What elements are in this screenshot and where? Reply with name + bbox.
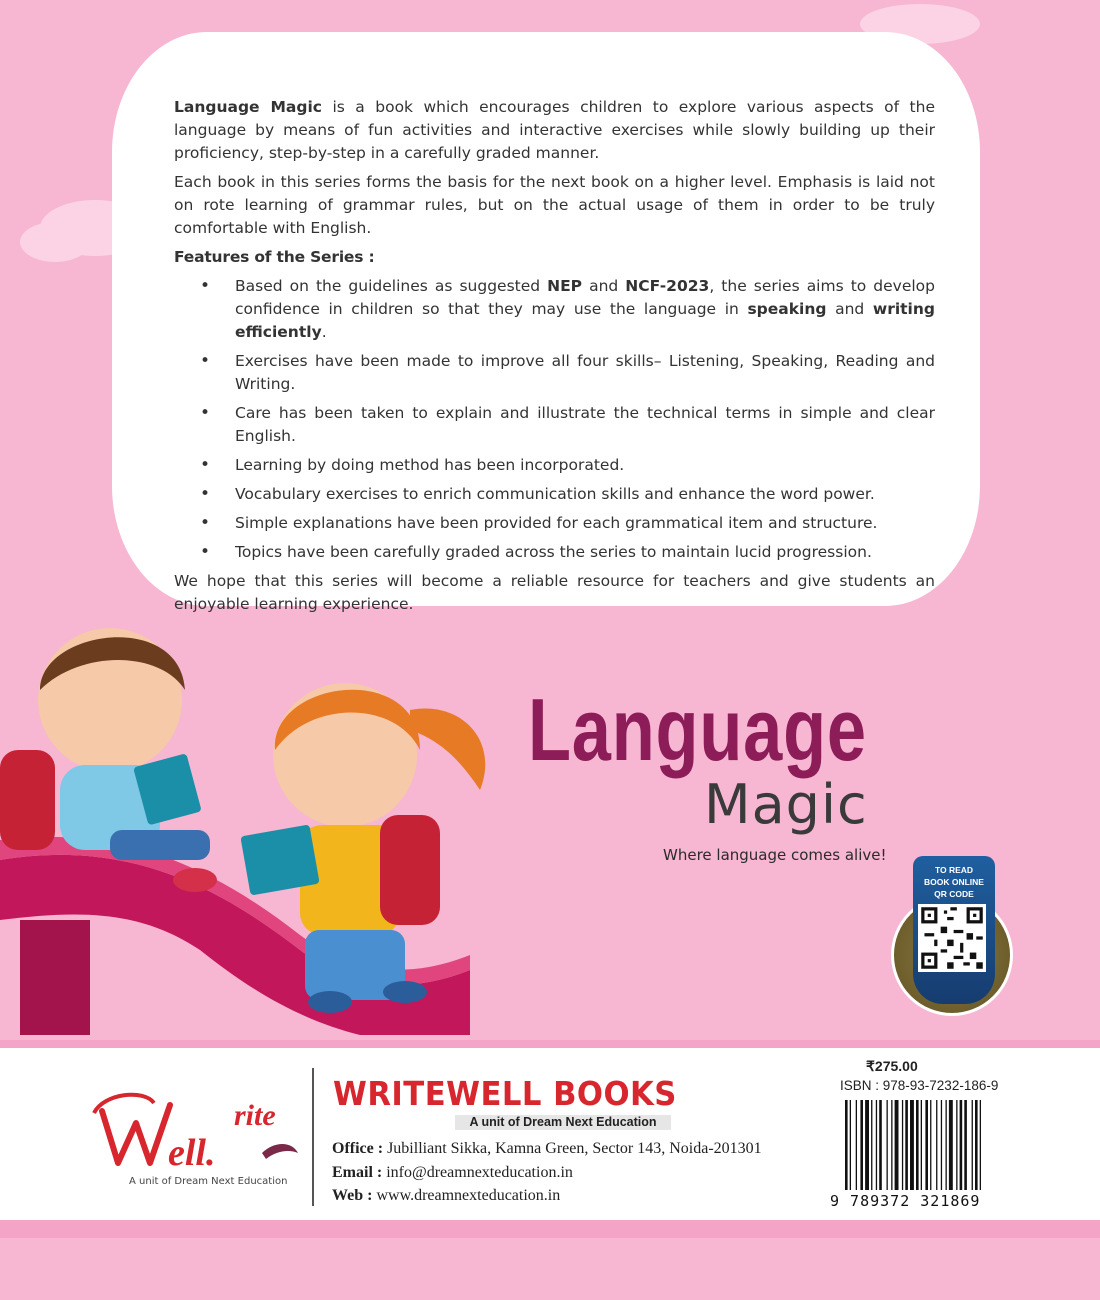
features-heading: Features of the Series : [174,248,375,266]
feature-text: . [321,323,327,341]
logo-text-bottom: ell. [168,1132,216,1174]
feature-bold: speaking [747,300,827,318]
feature-text: , the series aims to develop confidence in children so that they may use the language in [235,277,936,318]
closing-paragraph: We hope that this series will become a reliable resource for teachers and give students an enjoyable learning experience. [174,572,935,613]
web-label: Web : [332,1187,373,1204]
child-one-legs [110,830,210,860]
barcode-bar [850,1100,851,1190]
qr-label [913,864,995,900]
barcode-bar [941,1100,942,1190]
logo-tagline: A unit of Dream Next Education [129,1176,288,1187]
description-text [174,96,935,622]
office-address [332,1140,762,1158]
feature-item: • Simple explanations have been provided for each grammatical item and structure. [174,512,935,535]
barcode-bar [964,1100,967,1190]
child-one-bag [0,750,55,850]
barcode-bar [930,1100,931,1190]
feature-item: • Exercises have been made to improve all four skills– Listening, Speaking, Reading and Writing. [174,350,935,396]
publisher-unit: A unit of Dream Next Education [455,1115,671,1130]
barcode-bar [895,1100,899,1190]
qr-label-line: QR CODE [934,889,974,899]
logo-text-top: rite [234,1099,276,1132]
book-subtitle: Magic [704,773,868,836]
slide-leg [20,920,90,1035]
feature-text: and [582,277,626,295]
email-line [332,1164,573,1182]
office-value: Jubilliant Sikka, Kamna Green, Sector 143, Noida-201301 [383,1140,762,1157]
feature-text: and [826,300,873,318]
qr-label-line: TO READ [934,865,974,875]
web-line [332,1187,560,1205]
child-two-bag [380,815,440,925]
email-label: Email : [332,1164,383,1181]
office-label: Office : [332,1140,384,1157]
feature-item: • Vocabulary exercises to enrich communication skills and enhance the word power. [174,483,935,506]
barcode-bar [910,1100,914,1190]
intro-book-title: Language Magic [174,98,322,116]
barcode-bar [946,1100,947,1190]
feature-item: • Care has been taken to explain and illustrate the technical terms in simple and clear English. [174,402,935,448]
qr-label-line: BOOK ONLINE [924,877,984,887]
feature-item [174,275,935,344]
intro-text: is a book which encourages children to explore various aspects of the language by means of fun activities and interactive exercises while slowly building up their proficiency, step-by-step in a carefully graded manner. [174,98,935,162]
barcode-bar [905,1100,908,1190]
series-paragraph: Each book in this series forms the basis for the next book on a higher level. Emphasis is laid not on rote learning of grammar rules, but on the actual usage of them in order to be truly comfortable with English. [174,173,935,237]
footer-divider [312,1068,314,1206]
barcode-bar [980,1100,981,1190]
feature-bold: NEP [547,277,583,295]
barcode-bar [887,1100,888,1190]
barcode-bar [960,1100,963,1190]
features-list [174,275,935,564]
child-one-shoe [173,868,217,892]
barcode-bar [925,1100,928,1190]
feature-text: Based on the guidelines as suggested [235,277,548,295]
footer-stripe [0,1040,1100,1048]
children-illustration [0,590,520,1040]
barcode-bar [876,1100,877,1190]
web-value[interactable]: www.dreamnexteducation.in [372,1187,561,1204]
barcode-bar [921,1100,922,1190]
barcode-bar [860,1100,863,1190]
barcode-bar [956,1100,957,1190]
footer-bottom-band [0,1238,1100,1300]
barcode-bar [975,1100,978,1190]
email-value[interactable]: info@dreamnexteducation.in [382,1164,573,1181]
barcode-bar [936,1100,937,1190]
feature-item: • Learning by doing method has been incorporated. [174,454,935,477]
intro-paragraph [174,96,935,165]
barcode-bar [879,1100,882,1190]
feature-item: • Topics have been carefully graded across the series to maintain lucid progression. [174,541,935,564]
qr-code[interactable] [918,904,986,972]
child-two-ponytail [410,708,485,790]
barcode-bar [871,1100,872,1190]
feature-bold: writing efficiently [235,300,936,341]
barcode-bar [856,1100,857,1190]
barcode-bar [916,1100,919,1190]
quill-icon [262,1144,298,1159]
barcode-bar [902,1100,903,1190]
barcode-digits: 9 789372 321869 [830,1192,981,1210]
barcode-bar [845,1100,848,1190]
isbn: ISBN : 978-93-7232-186-9 [840,1078,999,1093]
child-two-shoe [308,991,352,1013]
barcode-bar [949,1100,953,1190]
barcode-bar [865,1100,869,1190]
child-two-shoe [383,981,427,1003]
tagline: Where language comes alive! [663,846,887,864]
barcode [845,1100,1005,1190]
footer-stripe [0,1220,1100,1238]
price: ₹275.00 [866,1058,918,1074]
publisher-name: WRITEWELL BOOKS [333,1074,677,1113]
feature-bold: NCF-2023 [625,277,710,295]
child-two-book [240,824,319,895]
barcode-bar [891,1100,892,1190]
writewell-logo [84,1083,306,1178]
book-title: Language [528,680,867,779]
barcode-bar [972,1100,973,1190]
cloud-decoration [20,222,90,262]
